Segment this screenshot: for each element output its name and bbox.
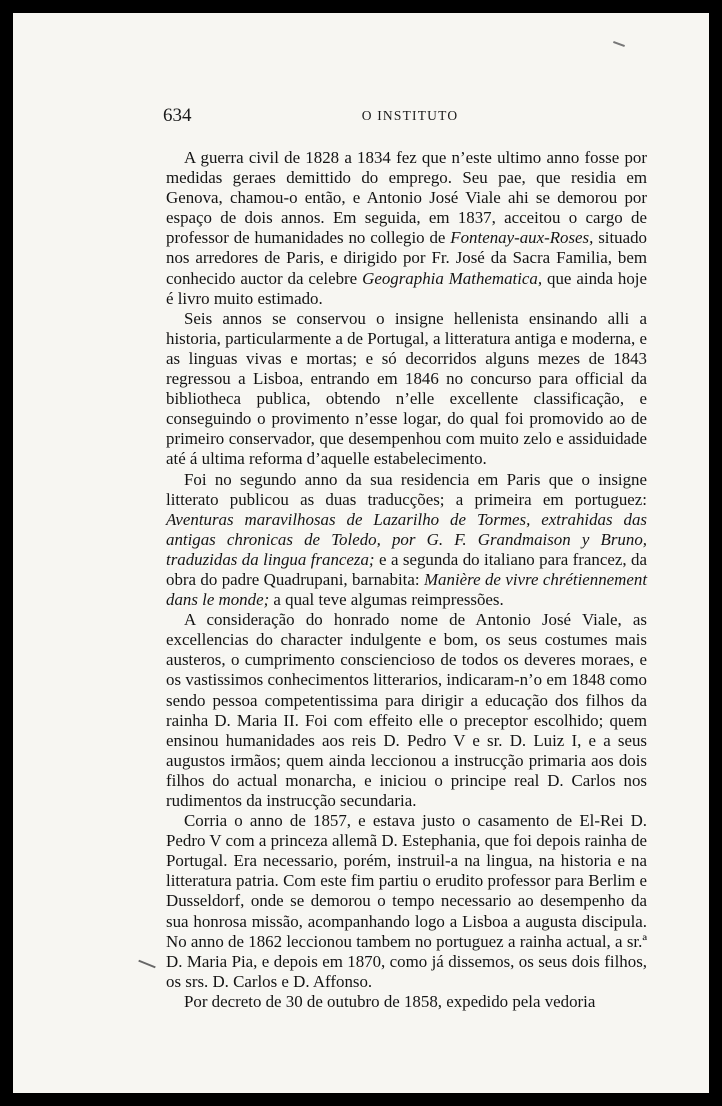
italic-title: Aventuras maravilhosas de Lazarilho de Tormes, extrahidas das antigas chronicas de Toledo, por G. F. Grandmaison y Bruno, traduzidas da lingua franceza; [166, 509, 647, 569]
italic-title: Geographia Mathematica, [362, 268, 543, 288]
page-header [163, 105, 657, 135]
paragraph-5: Corria o anno de 1857, e estava justo o casamento de El-Rei D. Pedro V com a princeza allemã D. Estephania, que foi depois rainha de Portugal. Era necessario, porém, instruil-a na lingua, na historia e na litteratura patria. Com este fim partiu o erudito professor para Berlim e Dusseldorf, onde se demorou o tempo necessario ao desempenho da sua honrosa missão, acompanhando logo a Lisboa a augusta discipula. No anno de 1862 leccionou tambem no portuguez a rainha actual, a sr.ª D. Maria Pia, e depois em 1870, como já dissemos, os seus dois filhos, os srs. D. Carlos e D. Affonso. [166, 811, 647, 991]
paragraph-4: A consideração do honrado nome de Antonio José Viale, as excellencias do character indulgente e bom, os seus costumes mais austeros, o cumprimento consciencioso de todos os deveres moraes, e os vastissimos conhecimentos litterarios, indicaram-n’o em 1848 como sendo pessoa competentissima para dirigir a educação dos filhos da rainha D. Maria II. Foi com effeito elle o preceptor escolhido; quem ensinou humanidades aos reis D. Pedro V e sr. D. Luiz I, e a seus augustos irmãos; quem ainda leccionou a instrucção primaria aos dois filhos do actual monarcha, e iniciou o principe real D. Carlos nos rudimentos da instrucção secundaria. [166, 610, 647, 810]
italic-title: Fontenay-aux-Roses, [450, 228, 594, 248]
page-number: 634 [163, 105, 192, 126]
running-title: O INSTITUTO [361, 108, 459, 123]
ink-speck [613, 41, 625, 47]
paragraph-3: Foi no segundo anno da sua residencia em Paris que o insigne litterato publicou as duas traducções; a primeira em portuguez: Aventuras maravilhosas de Lazarilho de Tormes, extrahidas das antigas chronicas de Toledo, por G. F. Grandmaison y Bruno, traduzidas da lingua franceza; e a segunda do italiano para francez, da obra do padre Quadrupani, barnabita: Manière de vivre chrétiennement dans le monde; a qual teve algumas reimpressões. [166, 469, 648, 610]
ink-speck [138, 960, 155, 969]
paragraph-6: Por decreto de 30 de outubro de 1858, expedido pela vedoria [184, 991, 596, 1011]
book-page [13, 13, 709, 1093]
body-text [166, 148, 647, 1012]
italic-title: Manière de vivre chrétiennement dans le monde; [166, 569, 648, 610]
paragraph-1: A guerra civil de 1828 a 1834 fez que n’este ultimo anno fosse por medidas geraes demittido do emprego. Seu pae, que residia em Genova, chamou-o então, e Antonio José Viale ahi se demorou por espaço de dois annos. Em seguida, em 1837, acceitou o cargo de professor de humanidades no collegio de Fontenay-aux-Roses, situado nos arredores de Paris, e dirigido por Fr. José da Sacra Familia, bem conhecido auctor da celebre Geographia Mathematica, que ainda hoje é livro muito estimado. [166, 148, 648, 308]
paragraph-2: Seis annos se conservou o insigne hellenista ensinando alli a historia, particularmente a de Portugal, a litteratura antiga e moderna, e as linguas vivas e mortas; e só decorridos alguns mezes de 1843 regressou a Lisboa, entrando em 1846 no concurso para official da bibliotheca publica, obtendo n’elle excellente classificação, e conseguindo o provimento n’esse logar, do qual foi promovido ao de primeiro conservador, que desempenhou com muito zelo e assiduidade até á ultima reforma d’aquelle estabelecimento. [166, 308, 647, 469]
